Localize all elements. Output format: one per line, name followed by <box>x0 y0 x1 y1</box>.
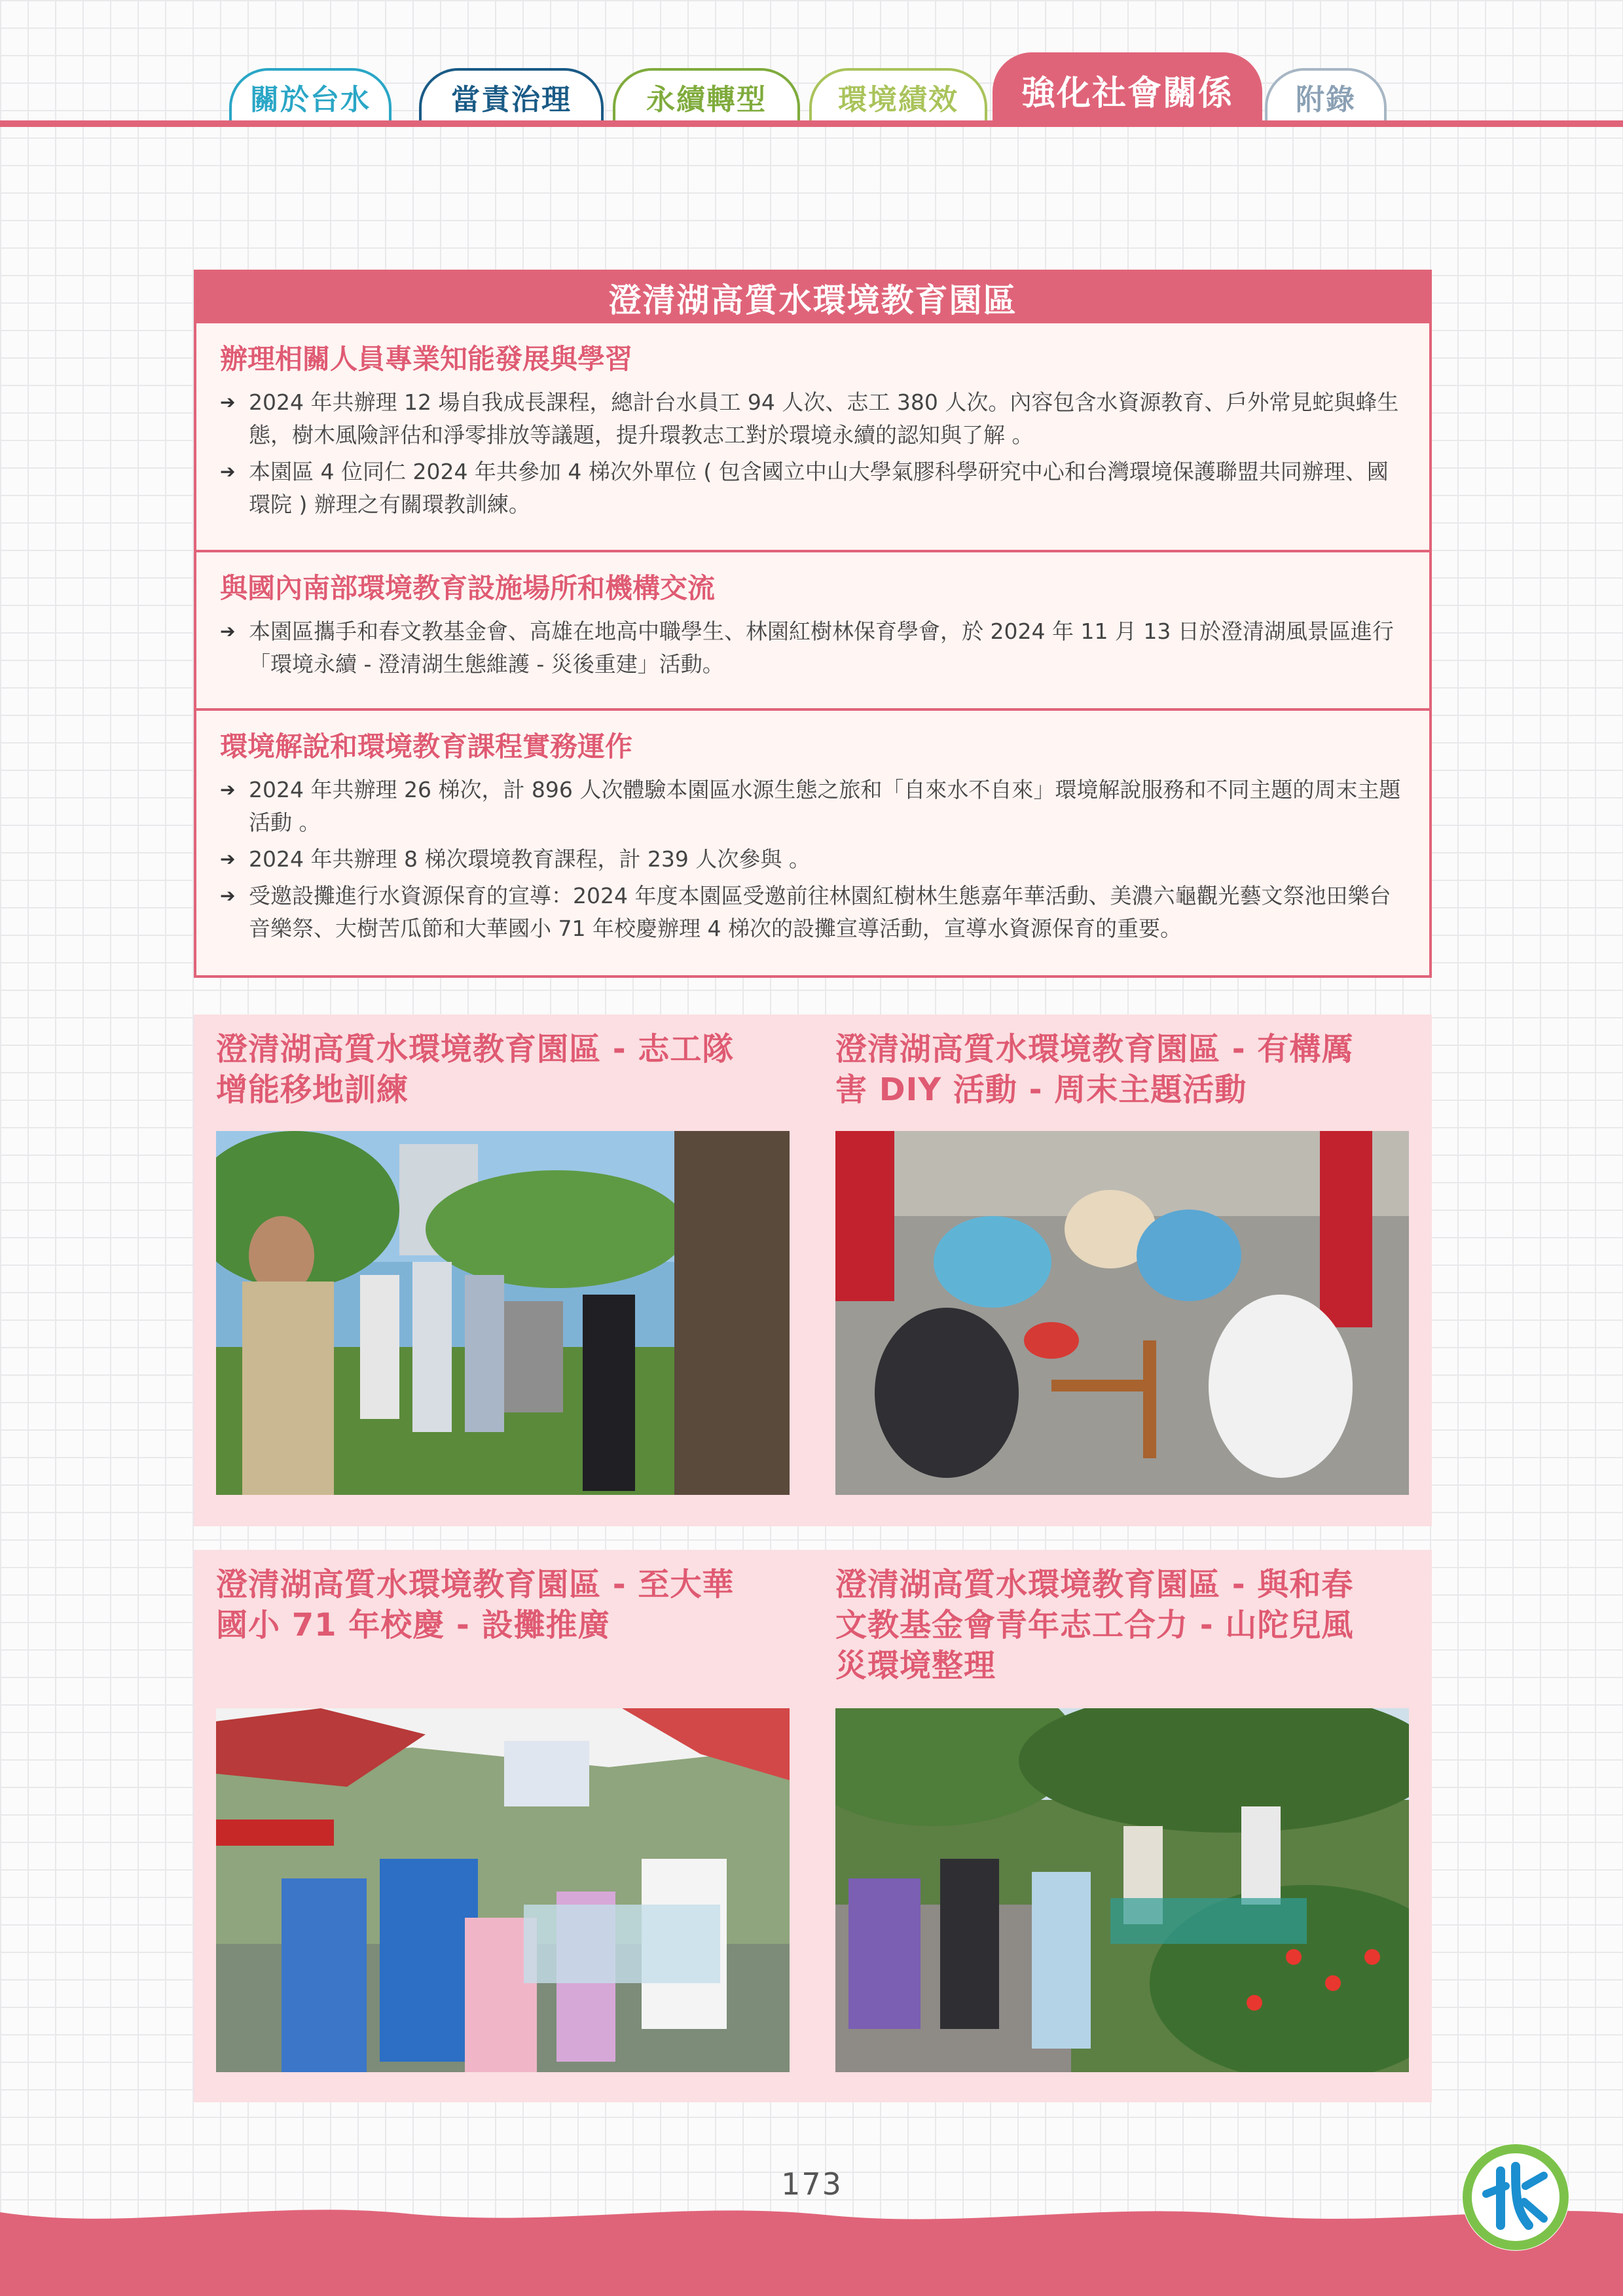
footer-wave <box>0 2199 1623 2296</box>
section-title: 辦理相關人員專業知能發展與學習 <box>220 343 633 375</box>
tab-environment[interactable]: 環境績效 <box>809 68 987 123</box>
arrow-right-icon: ➔ <box>220 779 236 800</box>
photo-card-volunteer-training <box>216 1029 805 1110</box>
list-item-text: 2024 年共辦理 12 場自我成長課程，總計台水員工 94 人次、志工 380 人次。內容包含水資源教育、戶外常見蛇與蜂生態，樹木風險評估和淨零排放等議題，提升環教志工對於環境永續的認知與了解 。 <box>249 389 1399 448</box>
arrow-right-icon: ➔ <box>220 848 236 870</box>
photo-card-typhoon-cleanup <box>835 1564 1425 1686</box>
list-item <box>220 615 1406 681</box>
list-item <box>220 880 1406 945</box>
tab-appendix[interactable]: 附錄 <box>1265 68 1387 123</box>
list-item-text: 2024 年共辦理 8 梯次環境教育課程，計 239 人次參與 。 <box>249 846 811 872</box>
photo-caption-line: 澄清湖高質水環境教育園區 - 志工隊 <box>216 1031 735 1067</box>
photo-caption-line: 文教基金會青年志工合力 - 山陀兒風 <box>835 1607 1354 1643</box>
photo-caption-line: 增能移地訓練 <box>216 1071 409 1108</box>
tab-underline <box>0 120 1623 127</box>
list-item <box>220 774 1406 839</box>
arrow-right-icon: ➔ <box>220 620 236 642</box>
education-park-info-box <box>194 270 1432 978</box>
photo-card-diy-activity <box>835 1029 1425 1110</box>
section-title: 環境解說和環境教育課程實務運作 <box>220 730 633 762</box>
list-item <box>220 386 1406 452</box>
tab-transformation[interactable]: 永續轉型 <box>613 68 800 123</box>
tab-about[interactable]: 關於台水 <box>229 68 392 123</box>
info-box-title: 澄清湖高質水環境教育園區 <box>196 272 1429 323</box>
info-section-exchange <box>196 550 1429 708</box>
water-company-logo <box>1460 2142 1571 2253</box>
arrow-right-icon: ➔ <box>220 461 236 482</box>
photo-caption-line: 澄清湖高質水環境教育園區 - 與和春 <box>835 1566 1354 1603</box>
photo-card-school-booth <box>216 1564 805 1645</box>
photo-caption-line: 澄清湖高質水環境教育園區 - 有構厲 <box>835 1031 1354 1067</box>
section-title: 與國內南部環境教育設施場所和機構交流 <box>220 572 716 604</box>
section-tabs <box>0 0 1623 131</box>
photo-caption-line: 澄清湖高質水環境教育園區 - 至大華 <box>216 1566 735 1603</box>
page-number: 173 <box>781 2166 843 2202</box>
arrow-right-icon: ➔ <box>220 885 236 906</box>
tab-governance[interactable]: 當責治理 <box>419 68 604 123</box>
photo-caption-line: 害 DIY 活動 - 周末主題活動 <box>835 1071 1247 1108</box>
photo-caption-line: 國小 71 年校慶 - 設攤推廣 <box>216 1607 610 1643</box>
photo-typhoon-cleanup <box>835 1708 1409 2072</box>
tab-social-relations[interactable]: 強化社會關係 <box>993 52 1262 124</box>
list-item <box>220 843 1406 876</box>
list-item <box>220 456 1406 521</box>
list-item-text: 本園區攜手和春文教基金會、高雄在地高中職學生、林園紅樹林保育學會，於 2024 年 11 月 13 日於澄清湖風景區進行「環境永續 - 澄清湖生態維護 - 災後重建」活動。 <box>249 619 1394 677</box>
list-item-text: 2024 年共辦理 26 梯次，計 896 人次體驗本園區水源生態之旅和「自來水不自來」環境解說服務和不同主題的周末主題活動 。 <box>249 777 1401 835</box>
photo-diy-activity <box>835 1131 1409 1495</box>
list-item-text: 本園區 4 位同仁 2024 年共參加 4 梯次外單位 ( 包含國立中山大學氣膠科學研究中心和台灣環境保護聯盟共同辦理、國環院 ) 辦理之有關環教訓練。 <box>249 459 1389 517</box>
info-section-courses <box>196 708 1429 977</box>
arrow-right-icon: ➔ <box>220 391 236 413</box>
photo-school-booth <box>216 1708 790 2072</box>
photo-caption-line: 災環境整理 <box>835 1647 996 1684</box>
info-section-training <box>196 323 1429 550</box>
list-item-text: 受邀設攤進行水資源保育的宣導：2024 年度本園區受邀前往林園紅樹林生態嘉年華活動、美濃六龜觀光藝文祭池田樂台音樂祭、大樹苦瓜節和大華國小 71 年校慶辦理 4 梯次的設攤宣導活動，宣導水資源保育的重要。 <box>249 883 1391 941</box>
photo-volunteer-training <box>216 1131 790 1495</box>
